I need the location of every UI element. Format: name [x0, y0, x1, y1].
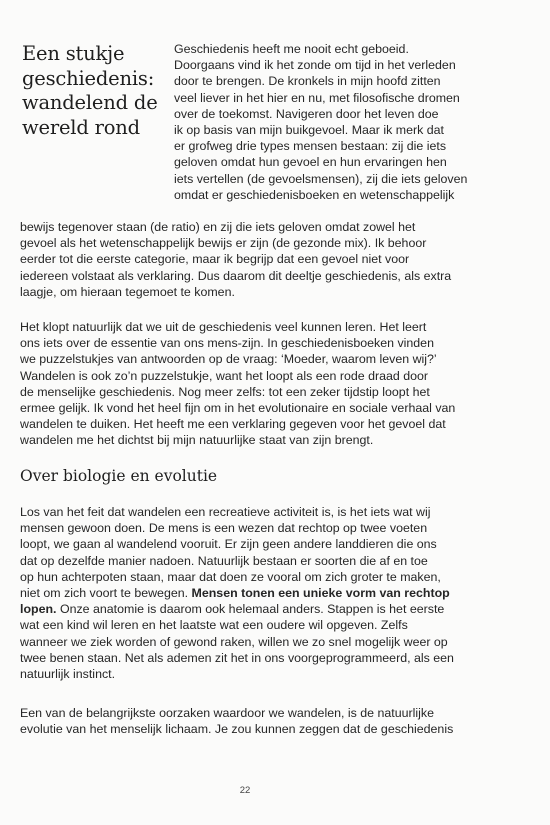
section-heading: Over biologie en evolutie — [20, 467, 218, 485]
text-line: er grofweg drie types mensen bestaan: zij die iets — [174, 139, 447, 154]
paragraph-evolution — [20, 705, 532, 737]
text-line: Wandelen is ook zo’n puzzelstukje, want het loopt als een rode draad door — [20, 368, 428, 383]
text-line: wat een kind wil leren en het laatste wat een oudere wil opgeven. Zelfs — [20, 618, 408, 633]
chapter-title-line: geschiedenis: — [22, 66, 155, 90]
text-line: Geschiedenis heeft me nooit echt geboeid. — [174, 42, 409, 56]
text-line: door te brengen. De kronkels in mijn hoofd zitten — [174, 74, 441, 89]
text-line: twee benen staan. Net als ademen zit het in ons voorgeprogrammeerd, als een — [20, 650, 454, 665]
text-line: over de toekomst. Navigeren door het leven doe — [174, 106, 439, 121]
emphasis-text: Mensen tonen een unieke vorm van rechtop — [191, 586, 450, 601]
text-line: wandelen me het dichtst bij mijn natuurlijke staat van zijn brengt. — [20, 433, 374, 448]
text-run: Onze anatomie is daarom ook helemaal anders. Stappen is het eerste — [59, 602, 445, 617]
text-line: Los van het feit dat wandelen een recreatieve activiteit is, is het iets wat wij — [20, 505, 431, 519]
paragraph-biology — [20, 504, 532, 682]
text-run: niet om zich voort te bewegen. — [20, 586, 189, 601]
chapter-title-line: wandelend de — [22, 91, 158, 114]
text-line: gevoel als het wetenschappelijk bewijs er zijn (de gezonde mix). Ik behoor — [20, 236, 427, 251]
text-line: de menselijke geschiedenis. Nog meer zelfs: tot een zeker tijdstip loopt het — [20, 384, 430, 399]
text-line: iets vertellen (de gevoelsmensen), zij die iets geloven — [174, 171, 468, 186]
chapter-title-line: Een stukje — [22, 42, 125, 65]
text-line: laagje, om hieraan tegemoet te komen. — [20, 284, 235, 299]
text-line: natuurlijk instinct. — [20, 667, 116, 682]
text-line: evolutie van het menselijk lichaam. Je zou kunnen zeggen dat de geschiedenis — [20, 722, 454, 737]
text-line: bewijs tegenover staan (de ratio) en zij die iets geloven omdat zowel het — [20, 220, 416, 234]
text-line: Een van de belangrijkste oorzaken waardoor we wandelen, is de natuurlijke — [20, 706, 434, 720]
chapter-title — [22, 42, 172, 140]
text-line: iedereen volstaat als verklaring. Dus daarom dit deeltje geschiedenis, als extra — [20, 268, 452, 283]
text-line: wanneer we ziek worden of gewond raken, willen we zo snel mogelijk weer op — [20, 634, 448, 649]
text-line: dat op dezelfde manier nadoen. Natuurlijk bestaan er soorten die af en toe — [20, 553, 428, 568]
text-line: wandelen te duiken. Het heeft me een verklaring gegeven voor het gevoel dat — [20, 417, 446, 432]
text-line: op hun achterpoten staan, maar dat doen ze vooral om zich groter te maken, — [20, 569, 441, 584]
text-line: Doorgaans vind ik het zonde om tijd in het verleden — [174, 58, 456, 73]
text-line: Het klopt natuurlijk dat we uit de geschiedenis veel kunnen leren. Het leert — [20, 320, 427, 334]
paragraph-history — [20, 319, 532, 449]
text-line: mensen gewoon doen. De mens is een wezen dat rechtop op twee voeten — [20, 521, 428, 536]
text-line: loopt, we gaan al wandelend vooruit. Er zijn geen andere landdieren die ons — [20, 537, 437, 552]
text-line: we puzzelstukjes van antwoorden op de vraag: ‘Moeder, waarom leven wij?’ — [20, 352, 437, 367]
text-line: ik op basis van mijn buikgevoel. Maar ik merk dat — [174, 123, 444, 138]
text-line: ons iets over de essentie van ons mens-zijn. In geschiedenisboeken vinden — [20, 336, 434, 351]
chapter-title-line: wereld rond — [22, 115, 140, 139]
emphasis-text: lopen. — [20, 602, 57, 617]
text-line: eerder tot die eerste categorie, maar ik begrijp dat een gevoel niet voor — [20, 252, 410, 267]
text-line: omdat er geschiedenisboeken en wetenschappelijk — [174, 187, 455, 202]
text-line: geloven omdat hun gevoel en hun ervaringen hen — [174, 155, 447, 170]
text-line: ermee gelijk. Ik vond het heel fijn om in het evolutionaire en sociale verhaal van — [20, 401, 456, 416]
text-line-with-emphasis — [20, 601, 532, 617]
page-number: 22 — [239, 785, 251, 796]
intro-paragraph-wrapped — [174, 41, 534, 203]
text-line-with-emphasis — [20, 585, 532, 601]
text-line: veel liever in het hier en nu, met filosofische dromen — [174, 90, 460, 105]
intro-paragraph-continued — [20, 219, 532, 300]
